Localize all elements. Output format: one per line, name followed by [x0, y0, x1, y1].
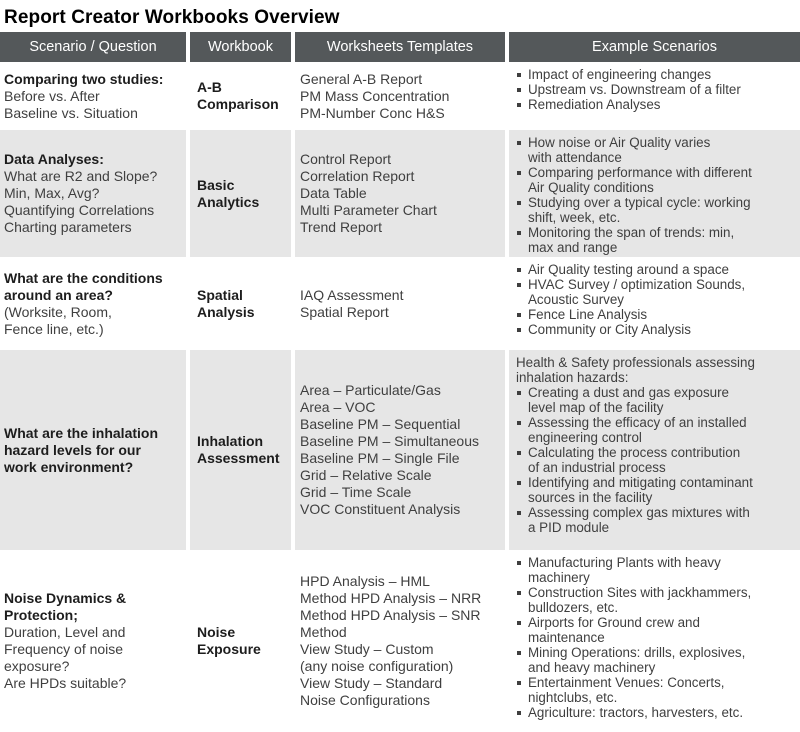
- example-line: sources in the facility: [528, 490, 653, 505]
- example-line: Mining Operations: drills, explosives,: [528, 645, 746, 660]
- example-list-item: [516, 445, 798, 475]
- examples-cell: [509, 130, 800, 257]
- column-header-workbook: Workbook: [190, 32, 291, 62]
- worksheet-template: Data Table: [300, 185, 367, 201]
- example-line: Manufacturing Plants with heavy: [528, 555, 721, 570]
- bullet-icon: [517, 561, 521, 565]
- bullet-icon: [517, 591, 521, 595]
- workbook-name: Analytics: [197, 193, 260, 210]
- worksheet-template: IAQ Assessment: [300, 286, 404, 303]
- workbook-name: Comparison: [197, 96, 279, 112]
- example-line: nightclubs, etc.: [528, 690, 618, 705]
- table-row: [0, 62, 800, 130]
- example-line: Air Quality conditions: [528, 180, 654, 195]
- example-list-item: [516, 322, 798, 337]
- worksheets-cell: [295, 550, 505, 732]
- example-text: [528, 82, 798, 97]
- scenario-detail: Baseline vs. Situation: [4, 104, 138, 121]
- example-list-item: [516, 585, 798, 615]
- example-line: level map of the facility: [528, 400, 664, 415]
- scenario-question: What are the inhalation: [4, 424, 159, 441]
- example-line: Community or City Analysis: [528, 322, 691, 337]
- scenario-question: work environment?: [4, 458, 134, 475]
- table-row: [0, 257, 800, 350]
- worksheet-template: Grid – Time Scale: [300, 484, 412, 500]
- worksheet-template: Baseline PM – Single File: [300, 450, 460, 466]
- bullet-icon: [517, 511, 521, 515]
- bullet-icon: [517, 283, 521, 287]
- worksheet-template: Area – VOC: [300, 399, 376, 415]
- example-text: [528, 675, 798, 705]
- example-line: Fence Line Analysis: [528, 307, 648, 322]
- scenario-question: around an area?: [4, 286, 113, 303]
- workbook-cell: [190, 130, 291, 257]
- example-line: Calculating the process contribution: [528, 445, 741, 460]
- worksheets-cell: [295, 130, 505, 257]
- column-header-scenario: Scenario / Question: [0, 32, 186, 62]
- example-line: of an industrial process: [528, 460, 666, 475]
- worksheet-template: Trend Report: [300, 219, 382, 235]
- example-text: [528, 475, 798, 505]
- page-title: Report Creator Workbooks Overview: [4, 7, 340, 28]
- worksheet-template: General A-B Report: [300, 70, 423, 87]
- bullet-icon: [517, 481, 521, 485]
- example-line: with attendance: [528, 150, 622, 165]
- worksheets-cell: [295, 257, 505, 350]
- worksheet-template: Baseline PM – Sequential: [300, 416, 461, 432]
- example-list-item: [516, 195, 798, 225]
- example-list-item: [516, 675, 798, 705]
- worksheet-template: Grid – Relative Scale: [300, 467, 432, 483]
- example-line: Air Quality testing around a space: [528, 262, 729, 277]
- scenario-question: Protection;: [4, 607, 78, 623]
- example-line: Studying over a typical cycle: working: [528, 195, 751, 210]
- example-line: Assessing complex gas mixtures with: [528, 505, 750, 520]
- table-body: [0, 62, 800, 732]
- example-line: a PID module: [528, 520, 610, 535]
- example-line: shift, week, etc.: [528, 210, 621, 225]
- workbook-name: Exposure: [197, 641, 261, 657]
- examples-cell: [509, 350, 800, 550]
- examples-cell: [509, 257, 800, 350]
- workbook-cell: [190, 257, 291, 350]
- scenario-cell: [0, 350, 186, 550]
- examples-cell: [509, 550, 800, 732]
- table-header-row: [0, 32, 800, 62]
- example-text: [528, 262, 798, 277]
- bullet-icon: [517, 451, 521, 455]
- example-text: [528, 225, 798, 255]
- worksheet-template: Baseline PM – Simultaneous: [300, 433, 479, 449]
- scenario-cell: [0, 62, 186, 130]
- example-line: HVAC Survey / optimization Sounds,: [528, 277, 746, 292]
- bullet-icon: [517, 171, 521, 175]
- scenario-question: Noise Dynamics &: [4, 590, 127, 606]
- bullet-icon: [517, 231, 521, 235]
- example-text: [528, 555, 798, 585]
- worksheet-template: Control Report: [300, 151, 392, 167]
- workbook-name: Basic: [197, 176, 235, 193]
- workbook-cell: [190, 62, 291, 130]
- example-list-item: [516, 225, 798, 255]
- scenario-detail: Duration, Level and: [4, 624, 126, 640]
- example-text: [528, 97, 798, 112]
- example-text: [528, 645, 798, 675]
- worksheet-template: Spatial Report: [300, 303, 389, 320]
- column-header-examples: Example Scenarios: [509, 32, 800, 62]
- example-line: Comparing performance with different: [528, 165, 752, 180]
- workbook-name: Assessment: [197, 450, 280, 466]
- table-row: [0, 550, 800, 732]
- worksheet-template: PM Mass Concentration: [300, 87, 450, 104]
- example-line: max and range: [528, 240, 618, 255]
- example-list-item: [516, 705, 798, 720]
- example-line: Identifying and mitigating contaminant: [528, 475, 753, 490]
- example-text: [528, 165, 798, 195]
- workbook-name: Analysis: [197, 303, 255, 320]
- example-line: Construction Sites with jackhammers,: [528, 585, 752, 600]
- example-text: [528, 585, 798, 615]
- example-list-item: [516, 97, 798, 112]
- example-text: [528, 415, 798, 445]
- bullet-icon: [517, 328, 521, 332]
- workbook-cell: [190, 550, 291, 732]
- example-list-item: [516, 135, 798, 165]
- worksheet-template: Method HPD Analysis – SNR: [300, 607, 481, 623]
- scenario-detail: (Worksite, Room,: [4, 303, 112, 320]
- example-line: Remediation Analyses: [528, 97, 661, 112]
- bullet-icon: [517, 73, 521, 77]
- example-list-item: [516, 82, 798, 97]
- example-line: machinery: [528, 570, 590, 585]
- scenario-question: Data Analyses:: [4, 151, 104, 167]
- scenario-question: hazard levels for our: [4, 441, 141, 458]
- example-line: Monitoring the span of trends: min,: [528, 225, 735, 240]
- table-row: [0, 130, 800, 257]
- scenario-detail: Quantifying Correlations: [4, 202, 155, 218]
- workbook-name: Noise: [197, 624, 236, 640]
- worksheet-template: Noise Configurations: [300, 692, 430, 708]
- worksheets-cell: [295, 350, 505, 550]
- example-text: [528, 195, 798, 225]
- example-line: Agriculture: tractors, harvesters, etc.: [528, 705, 744, 720]
- worksheets-cell: [295, 62, 505, 130]
- example-list-item: [516, 277, 798, 307]
- scenario-detail: Charting parameters: [4, 219, 132, 235]
- bullet-icon: [517, 621, 521, 625]
- worksheet-template: View Study – Custom: [300, 641, 434, 657]
- bullet-icon: [517, 313, 521, 317]
- bullet-icon: [517, 651, 521, 655]
- example-line: maintenance: [528, 630, 605, 645]
- scenario-detail: What are R2 and Slope?: [4, 168, 158, 184]
- scenario-cell: [0, 257, 186, 350]
- worksheet-template: (any noise configuration): [300, 658, 454, 674]
- worksheet-template: Area – Particulate/Gas: [300, 382, 441, 398]
- example-text: [528, 307, 798, 322]
- example-line: Impact of engineering changes: [528, 67, 712, 82]
- example-text: [528, 615, 798, 645]
- worksheet-template: Method HPD Analysis – NRR: [300, 590, 482, 606]
- workbook-name: A-B: [197, 79, 222, 95]
- scenario-cell: [0, 550, 186, 732]
- example-list-item: [516, 645, 798, 675]
- example-line: bulldozers, etc.: [528, 600, 619, 615]
- worksheet-template: PM-Number Conc H&S: [300, 104, 445, 121]
- scenario-detail: Fence line, etc.): [4, 320, 104, 337]
- bullet-icon: [517, 268, 521, 272]
- bullet-icon: [517, 681, 521, 685]
- example-list-item: [516, 555, 798, 585]
- example-list-item: [516, 615, 798, 645]
- worksheet-template: Correlation Report: [300, 168, 415, 184]
- column-header-worksheets: Worksheets Templates: [295, 32, 505, 62]
- worksheet-template: Multi Parameter Chart: [300, 202, 437, 218]
- example-text: [528, 385, 798, 415]
- example-list-item: [516, 307, 798, 322]
- bullet-icon: [517, 201, 521, 205]
- table-row: [0, 350, 800, 550]
- scenario-detail: Are HPDs suitable?: [4, 675, 127, 691]
- example-line: Acoustic Survey: [528, 292, 625, 307]
- example-list-item: [516, 475, 798, 505]
- examples-cell: [509, 62, 800, 130]
- example-line: Assessing the efficacy of an installed: [528, 415, 747, 430]
- example-line: engineering control: [528, 430, 642, 445]
- scenario-question: What are the conditions: [4, 269, 163, 286]
- example-line: and heavy machinery: [528, 660, 656, 675]
- example-list-item: [516, 505, 798, 535]
- bullet-icon: [517, 103, 521, 107]
- example-list-item: [516, 67, 798, 82]
- example-line: How noise or Air Quality varies: [528, 135, 711, 150]
- examples-intro: inhalation hazards:: [516, 370, 629, 385]
- example-text: [528, 322, 798, 337]
- example-text: [528, 505, 798, 535]
- scenario-detail: Before vs. After: [4, 87, 100, 104]
- bullet-icon: [517, 391, 521, 395]
- workbook-name: Inhalation: [197, 433, 264, 449]
- example-text: [528, 277, 798, 307]
- worksheet-template: HPD Analysis – HML: [300, 573, 430, 589]
- example-line: Airports for Ground crew and: [528, 615, 700, 630]
- scenario-cell: [0, 130, 186, 257]
- example-list-item: [516, 415, 798, 445]
- example-line: Entertainment Venues: Concerts,: [528, 675, 725, 690]
- worksheet-template: Method: [300, 624, 347, 640]
- example-list-item: [516, 165, 798, 195]
- bullet-icon: [517, 711, 521, 715]
- example-line: Creating a dust and gas exposure: [528, 385, 729, 400]
- worksheet-template: VOC Constituent Analysis: [300, 501, 461, 517]
- example-text: [528, 135, 798, 165]
- scenario-detail: exposure?: [4, 658, 70, 674]
- example-line: Upstream vs. Downstream of a filter: [528, 82, 741, 97]
- workbook-name: Spatial: [197, 286, 243, 303]
- example-list-item: [516, 385, 798, 415]
- example-text: [528, 445, 798, 475]
- scenario-detail: Min, Max, Avg?: [4, 185, 100, 201]
- example-list-item: [516, 262, 798, 277]
- bullet-icon: [517, 141, 521, 145]
- worksheet-template: View Study – Standard: [300, 675, 443, 691]
- bullet-icon: [517, 421, 521, 425]
- scenario-question: Comparing two studies:: [4, 70, 164, 87]
- scenario-detail: Frequency of noise: [4, 641, 124, 657]
- example-text: [528, 67, 798, 82]
- bullet-icon: [517, 88, 521, 92]
- examples-intro: Health & Safety professionals assessing: [516, 355, 755, 370]
- workbook-cell: [190, 350, 291, 550]
- example-text: [528, 705, 798, 720]
